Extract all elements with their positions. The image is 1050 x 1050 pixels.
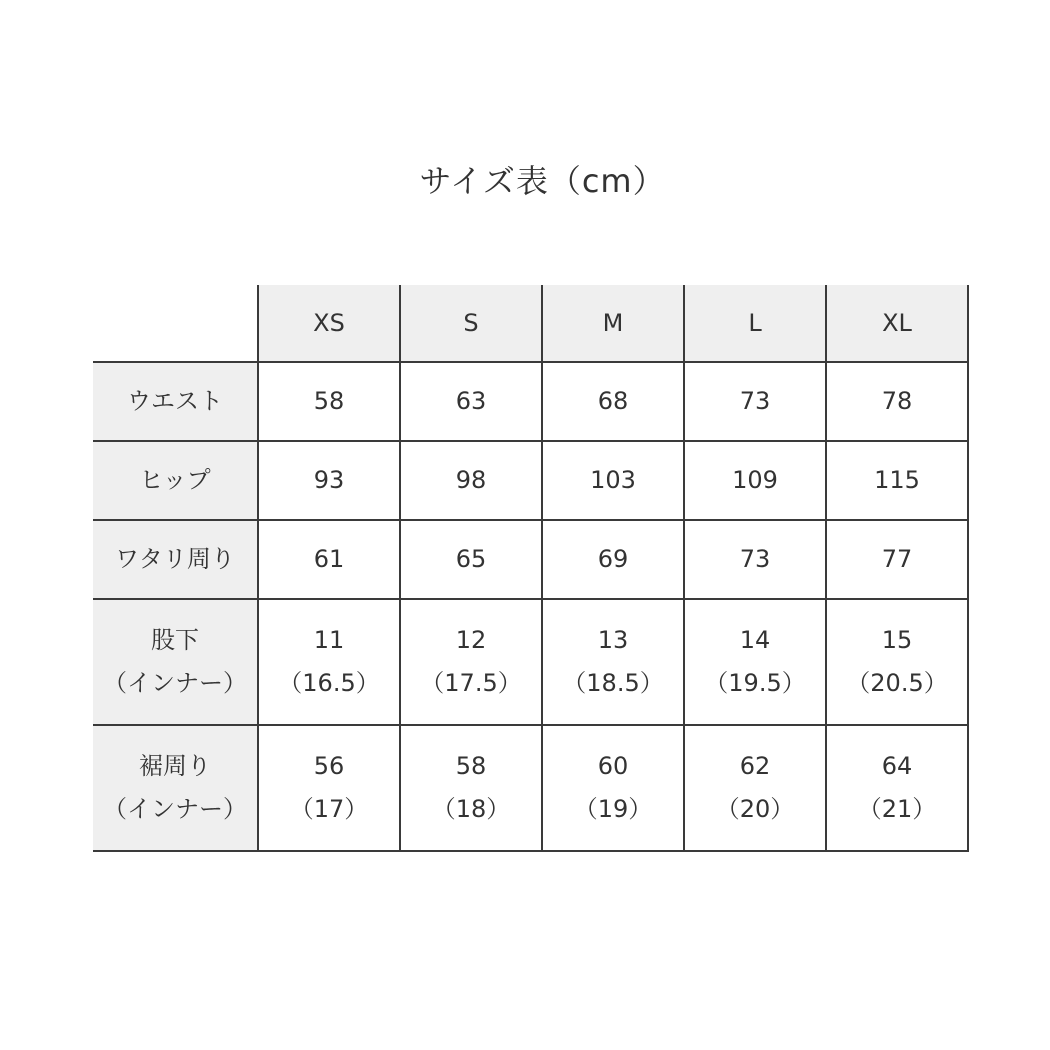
table-cell (258, 599, 400, 725)
table-cell (684, 441, 826, 520)
header-size-m: M (542, 285, 684, 362)
cell-value: 98 (455, 466, 487, 494)
table-cell (826, 520, 968, 599)
cell-value: 69 (597, 545, 629, 573)
table-cell (542, 520, 684, 599)
header-size-s: S (400, 285, 542, 362)
table-cell (400, 441, 542, 520)
table-cell (400, 362, 542, 441)
table-cell (258, 441, 400, 520)
table-cell (258, 520, 400, 599)
cell-subvalue: （18） (431, 795, 511, 823)
cell-value: 13 (597, 626, 629, 654)
cell-value: 109 (732, 466, 778, 494)
cell-value: 58 (455, 752, 487, 780)
cell-subvalue: （17.5） (420, 669, 522, 697)
table-cell (684, 599, 826, 725)
cell-value: 68 (597, 387, 629, 415)
cell-value: 73 (739, 387, 771, 415)
cell-subvalue: （20） (715, 795, 795, 823)
row-label-thigh (93, 520, 258, 599)
header-size-xl: XL (826, 285, 968, 362)
cell-value: 65 (455, 545, 487, 573)
cell-value: 93 (313, 466, 345, 494)
table-cell (542, 599, 684, 725)
cell-value: 56 (313, 752, 345, 780)
size-table (93, 285, 969, 852)
table-row (93, 441, 968, 520)
cell-subvalue: （20.5） (846, 669, 948, 697)
row-label-line: 裾周り (139, 752, 211, 780)
cell-subvalue: （21） (857, 795, 937, 823)
cell-value: 73 (739, 545, 771, 573)
cell-subvalue: （19） (573, 795, 653, 823)
header-corner (93, 285, 258, 362)
table-cell (826, 441, 968, 520)
table-cell (258, 362, 400, 441)
table-cell (826, 362, 968, 441)
table-cell (826, 725, 968, 851)
row-label-hem (93, 725, 258, 851)
cell-value: 15 (881, 626, 913, 654)
cell-subvalue: （16.5） (278, 669, 380, 697)
row-label-line: ワタリ周り (115, 545, 235, 573)
cell-value: 64 (881, 752, 913, 780)
page-title: サイズ表（cm） (419, 162, 666, 200)
table-cell (400, 725, 542, 851)
table-row (93, 520, 968, 599)
row-label-inseam (93, 599, 258, 725)
row-label-line: 股下 (151, 626, 199, 654)
table-row (93, 599, 968, 725)
row-label-subline: （インナー） (103, 669, 247, 697)
cell-value: 60 (597, 752, 629, 780)
row-label-hip (93, 441, 258, 520)
row-label-subline: （インナー） (103, 795, 247, 823)
cell-value: 12 (455, 626, 487, 654)
table-cell (684, 725, 826, 851)
cell-value: 115 (874, 466, 920, 494)
cell-value: 78 (881, 387, 913, 415)
row-label-waist (93, 362, 258, 441)
table-cell (826, 599, 968, 725)
cell-subvalue: （18.5） (562, 669, 664, 697)
cell-value: 11 (313, 626, 345, 654)
table-cell (684, 520, 826, 599)
table-cell (258, 725, 400, 851)
table-cell (400, 599, 542, 725)
cell-value: 77 (881, 545, 913, 573)
header-row (93, 285, 968, 362)
row-label-line: ウエスト (127, 387, 223, 415)
cell-value: 62 (739, 752, 771, 780)
table-cell (542, 725, 684, 851)
table-cell (542, 441, 684, 520)
cell-value: 14 (739, 626, 771, 654)
table-cell (684, 362, 826, 441)
table-cell (400, 520, 542, 599)
cell-value: 58 (313, 387, 345, 415)
header-size-xs: XS (258, 285, 400, 362)
row-label-line: ヒップ (139, 466, 211, 494)
table-cell (542, 362, 684, 441)
cell-value: 61 (313, 545, 345, 573)
cell-subvalue: （19.5） (704, 669, 806, 697)
table-row (93, 725, 968, 851)
cell-value: 103 (590, 466, 636, 494)
table-row (93, 362, 968, 441)
header-size-l: L (684, 285, 826, 362)
cell-subvalue: （17） (289, 795, 369, 823)
cell-value: 63 (455, 387, 487, 415)
